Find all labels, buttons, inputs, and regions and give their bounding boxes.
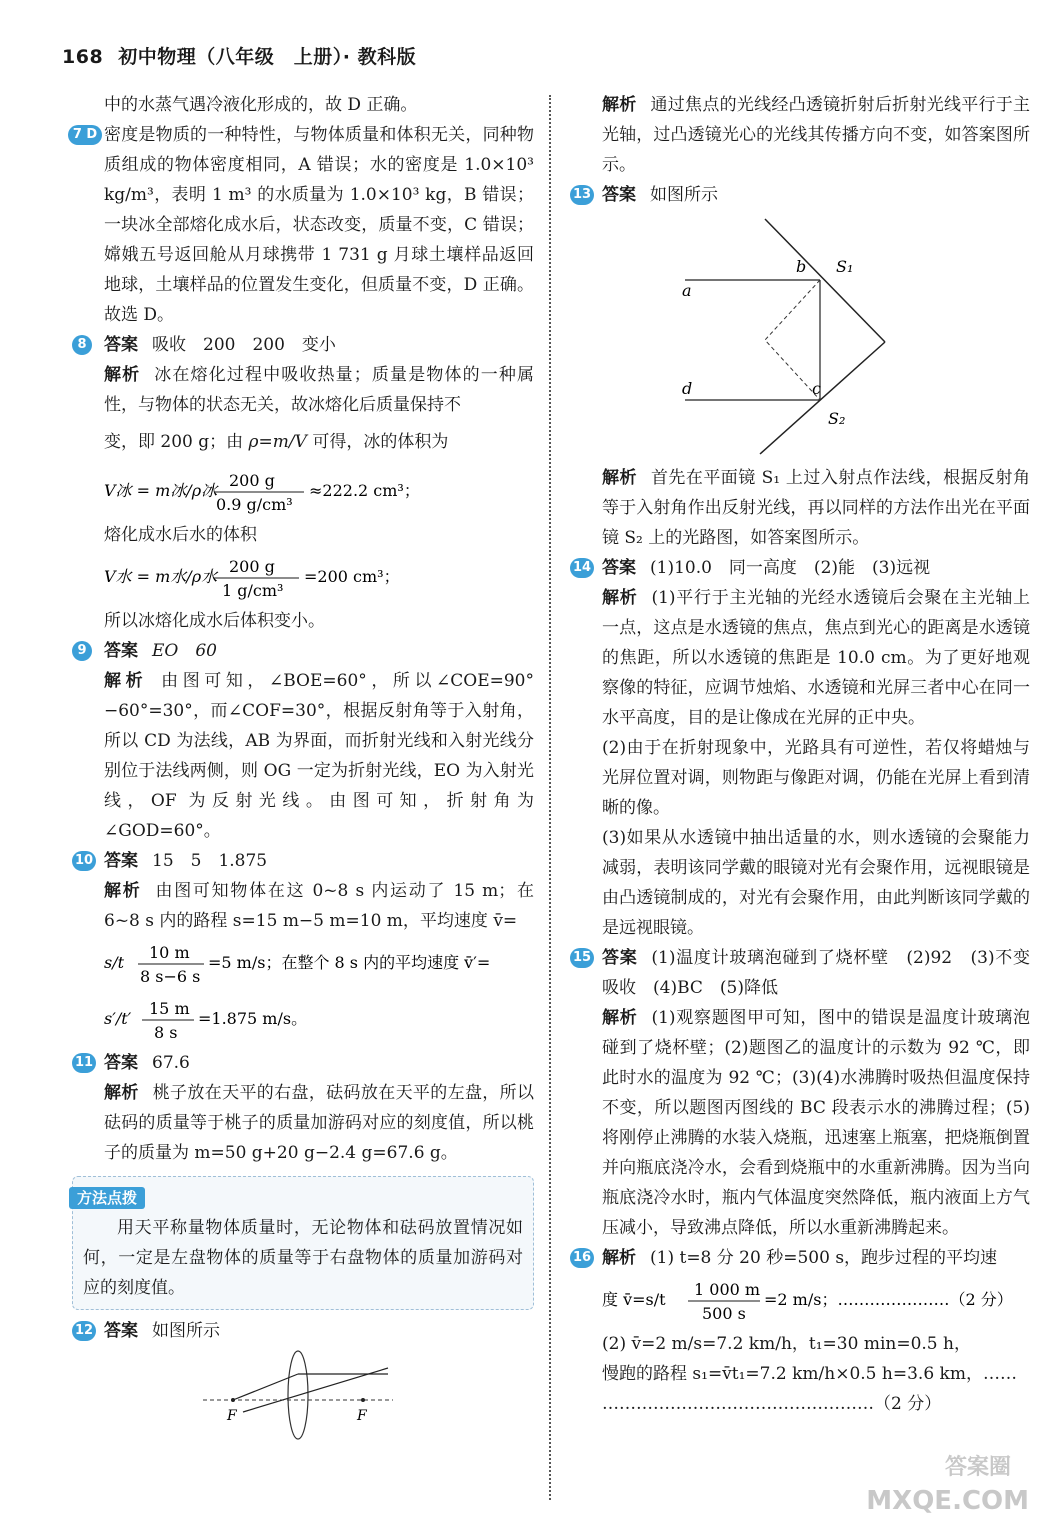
formula-denominator: 0.9 g/cm³ [216, 495, 293, 514]
label-s2: S₂ [828, 409, 846, 428]
page-number: 168 [62, 46, 104, 68]
q8-formula-2 [72, 550, 534, 606]
answer-label: 答案 [602, 948, 638, 968]
analysis-label: 解析 [602, 1248, 636, 1268]
method-tip-box [72, 1176, 534, 1310]
q12-analysis-text: 通过焦点的光线经凸透镜折射后折射光线平行于主光轴，过凸透镜光心的光线其传播方向不变，如答案图所示。 [602, 95, 1031, 175]
q14-text2: (2)由于在折射现象中，光路具有可逆性，若仅将蜡烛与光屏位置对调，则物距与像距对调，仍能在光屏上看到清晰的像。 [602, 738, 1030, 818]
focus-label: F [357, 1408, 367, 1424]
focus-label: F [227, 1408, 237, 1424]
q9-answer: EO 60 [152, 641, 217, 661]
question-number: 7 D [68, 125, 102, 145]
mirror-s2 [760, 342, 885, 454]
q8-end: 所以冰熔化成水后体积变小。 [104, 611, 325, 631]
q13-answer: 如图所示 [650, 185, 718, 205]
watermark-url: MXQE.COM [866, 1486, 1029, 1516]
question-8 [72, 330, 534, 420]
q14-text3: (3)如果从水透镜中抽出适量的水，则水透镜的会聚能力减弱，表明该同学戴的眼镜对光有会聚作用，远视眼镜是由凸透镜制成的，对光有会聚作用，由此判断该同学戴的是远视眼镜。 [602, 828, 1030, 938]
q15-text: (1)观察题图甲可知，图中的错误是温度计玻璃泡碰到了烧杯壁；(2)题图乙的温度计的示数为 92 ℃，即此时水的温度为 92 ℃；(3)(4)水沸腾时吸热但温度保持不变，所以题图丙图线的 BC 段表示水的沸腾过程；(5)将刚停止沸腾的水装入烧瓶，迅速塞上瓶塞，把烧瓶倒置并向瓶底浇冷水，会看到烧瓶中的水重新沸腾。因为当向瓶底浇冷水时，瓶内气体温度突然降低，瓶内液面上方气压减小，导致沸点降低，所以水重新沸腾起来。 [602, 1008, 1030, 1238]
q16-text3: 慢跑的路程 s₁=v̄t₁=7.2 km/h×0.5 h=3.6 km，…… [602, 1364, 1017, 1384]
answer-label: 答案 [602, 185, 636, 205]
analysis-label: 解析 [602, 95, 637, 115]
q16-formula [570, 1273, 1030, 1329]
continuation-text: 中的水蒸气遇冷液化形成的，故 D 正确。 [104, 95, 418, 115]
q8-text: 冰在熔化过程中吸收热量；质量是物体的一种属性，与物体的状态无关，故冰熔化后质量保持不 [104, 365, 535, 415]
question-10 [72, 846, 534, 936]
q16-text1: (1) t=8 分 20 秒=500 s，跑步过程的平均速 [650, 1248, 998, 1268]
q15-answer: (1)温度计玻璃泡碰到了烧杯壁 (2)92 (3)不变 吸收 (4)BC (5)降低 [602, 948, 1048, 998]
formula-result: ≈222.2 cm³； [309, 481, 420, 500]
mirror-diagram [670, 214, 930, 459]
formula-numerator: 10 m [149, 943, 190, 962]
q8-answer: 吸收 200 200 变小 [152, 335, 336, 355]
q10-formula-1 [72, 936, 534, 992]
left-column [72, 90, 534, 1444]
question-number: 15 [570, 948, 594, 968]
formula-denominator: 500 s [702, 1304, 746, 1323]
label-a: a [682, 281, 692, 300]
formula-result: =1.875 m/s。 [198, 1009, 308, 1028]
question-number: 12 [72, 1321, 96, 1341]
formula-result: =2 m/s；…………………（2 分） [764, 1290, 1013, 1309]
formula-numerator: 15 m [149, 999, 190, 1018]
q9-text: 由图可知，∠BOE=60°，所以∠COE=90°−60°=30°，而∠COF=30°，根据反射角等于入射角，所以 CD 为法线，AB 为界面，而折射光线和入射光线分别位于法线两侧，则 OG 一定为折射光线，EO 为入射光线，OF 为反射光线。由图可知，折射角为∠GOD=60°。 [104, 671, 535, 841]
q13-text: 首先在平面镜 S₁ 上过入射点作法线，根据反射角等于入射角作出反射光线，再以同样的方法作出光在平面镜 S₂ 上的光路图，如答案图所示。 [602, 468, 1030, 548]
question-14 [570, 553, 1030, 943]
analysis-label: 解析 [602, 1008, 638, 1028]
formula-lhs: 度 v̄=s/t [602, 1290, 666, 1309]
formula-denominator: 8 s−6 s [140, 967, 201, 986]
analysis-label: 解析 [104, 671, 148, 691]
q8-mid: 熔化成水后水的体积 [104, 525, 257, 545]
question-7 [72, 120, 534, 330]
q14-answer: (1)10.0 同一高度 (2)能 (3)远视 [650, 558, 931, 578]
right-column [570, 90, 1048, 1419]
analysis-label: 解析 [602, 588, 638, 608]
q8-formula-1 [72, 464, 534, 520]
q16-text4: …………………………………………（2 分） [602, 1394, 942, 1414]
formula-numerator: 200 g [229, 557, 275, 576]
formula-lhs: V水 = m水/ρ水 [104, 567, 218, 586]
question-12 [72, 1316, 534, 1346]
focus-point [361, 1398, 365, 1402]
q12-analysis [570, 90, 1030, 180]
question-number: 10 [72, 851, 96, 871]
page-title: 初中物理（八年级 上册）· 教科版 [118, 46, 417, 68]
label-b: b [796, 257, 807, 276]
label-s1: S₁ [836, 257, 854, 276]
question-11 [72, 1048, 534, 1168]
analysis-label: 解析 [104, 1083, 139, 1103]
q14-text1: (1)平行于主光轴的光经水透镜后会聚在主光轴上一点，这点是水透镜的焦点，焦点到光心的距离是水透镜的焦距，所以水透镜的焦距是 10.0 cm。为了更好地观察像的特征，应调节烛焰、水透镜和光屏三者中心在同一水平高度，目的是让像成在光屏的正中央。 [602, 588, 1030, 728]
q8-line2b: 可得，冰的体积为 [312, 432, 449, 452]
question-16 [570, 1243, 1030, 1273]
formula-numerator: 200 g [229, 471, 275, 490]
question-number: 14 [570, 558, 594, 578]
answer-label: 答案 [104, 641, 138, 661]
q8-line2a: 变，即 200 g；由 [104, 432, 244, 452]
watermark-logo: 答案圈 [944, 1455, 1011, 1480]
answer-label: 答案 [104, 335, 138, 355]
analysis-label: 解析 [104, 881, 142, 901]
formula-denominator: 8 s [154, 1023, 178, 1042]
label-d: d [682, 379, 693, 398]
question-15 [570, 943, 1048, 1243]
focus-point [231, 1398, 235, 1402]
question-9 [72, 636, 534, 846]
q8-line2 [72, 420, 534, 464]
page-header [62, 42, 416, 69]
formula-numerator: 1 000 m [694, 1280, 761, 1299]
question-number: 11 [72, 1053, 96, 1073]
label-c: c [812, 379, 821, 398]
formula-result: =5 m/s；在整个 8 s 内的平均速度 v̄′= [208, 953, 491, 972]
column-divider [549, 95, 551, 1500]
question-number: 9 [72, 641, 92, 661]
q7-text: 密度是物质的一种特性，与物体质量和体积无关，同种物质组成的物体密度相同，A 错误；水的密度是 1.0×10³ kg/m³，表明 1 m³ 的水质量为 1.0×10³ kg，B 错误；一块冰全部熔化成水后，状态改变，质量不变，C 错误；嫦娥五号返回舱从月球携带 1 731 g 月球土壤样品返回地球，土壤样品的位置发生变化，但质量不变，D 正确。故选 D。 [104, 125, 534, 325]
formula-result: =200 cm³； [304, 567, 400, 586]
answer-label: 答案 [104, 1321, 138, 1341]
tip-title: 方法点拨 [69, 1187, 145, 1209]
analysis-label: 解析 [104, 365, 141, 385]
q10-answer: 15 5 1.875 [152, 851, 268, 871]
formula-lhs: V冰 = m冰/ρ冰 [104, 481, 218, 500]
q10-formula-2 [72, 992, 534, 1048]
question-number: 8 [72, 335, 92, 355]
answer-label: 答案 [104, 1053, 138, 1073]
formula-lhs: s/t [104, 953, 125, 972]
q11-text: 桃子放在天平的右盘，砝码放在天平的左盘，所以砝码的质量等于桃子的质量加游码对应的刻度值，所以桃子的质量为 m=50 g+20 g−2.4 g=67.6 g。 [104, 1083, 535, 1163]
q13-analysis [570, 463, 1030, 553]
q12-answer: 如图所示 [152, 1321, 220, 1341]
answer-label: 答案 [104, 851, 138, 871]
question-number: 16 [570, 1248, 594, 1268]
answer-label: 答案 [602, 558, 636, 578]
formula-denominator: 1 g/cm³ [222, 581, 284, 600]
question-13 [570, 180, 1030, 210]
question-number: 13 [570, 185, 594, 205]
formula-lhs: s′/t′ [104, 1009, 132, 1028]
analysis-label: 解析 [602, 468, 637, 488]
q10-text: 由图可知物体在这 0~8 s 内运动了 15 m；在 6~8 s 内的路程 s=15 m−5 m=10 m，平均速度 v̄= [104, 881, 535, 931]
tip-text: 用天平称量物体质量时，无论物体和砝码放置情况如何，一定是左盘物体的质量等于右盘物体的质量加游码对应的刻度值。 [83, 1218, 523, 1298]
convex-lens-diagram [203, 1350, 403, 1440]
q11-answer: 67.6 [152, 1053, 190, 1073]
q16-text2: (2) v̄=2 m/s=7.2 km/h，t₁=30 min=0.5 h， [602, 1334, 971, 1354]
rho-formula: ρ=m/V [248, 432, 307, 452]
